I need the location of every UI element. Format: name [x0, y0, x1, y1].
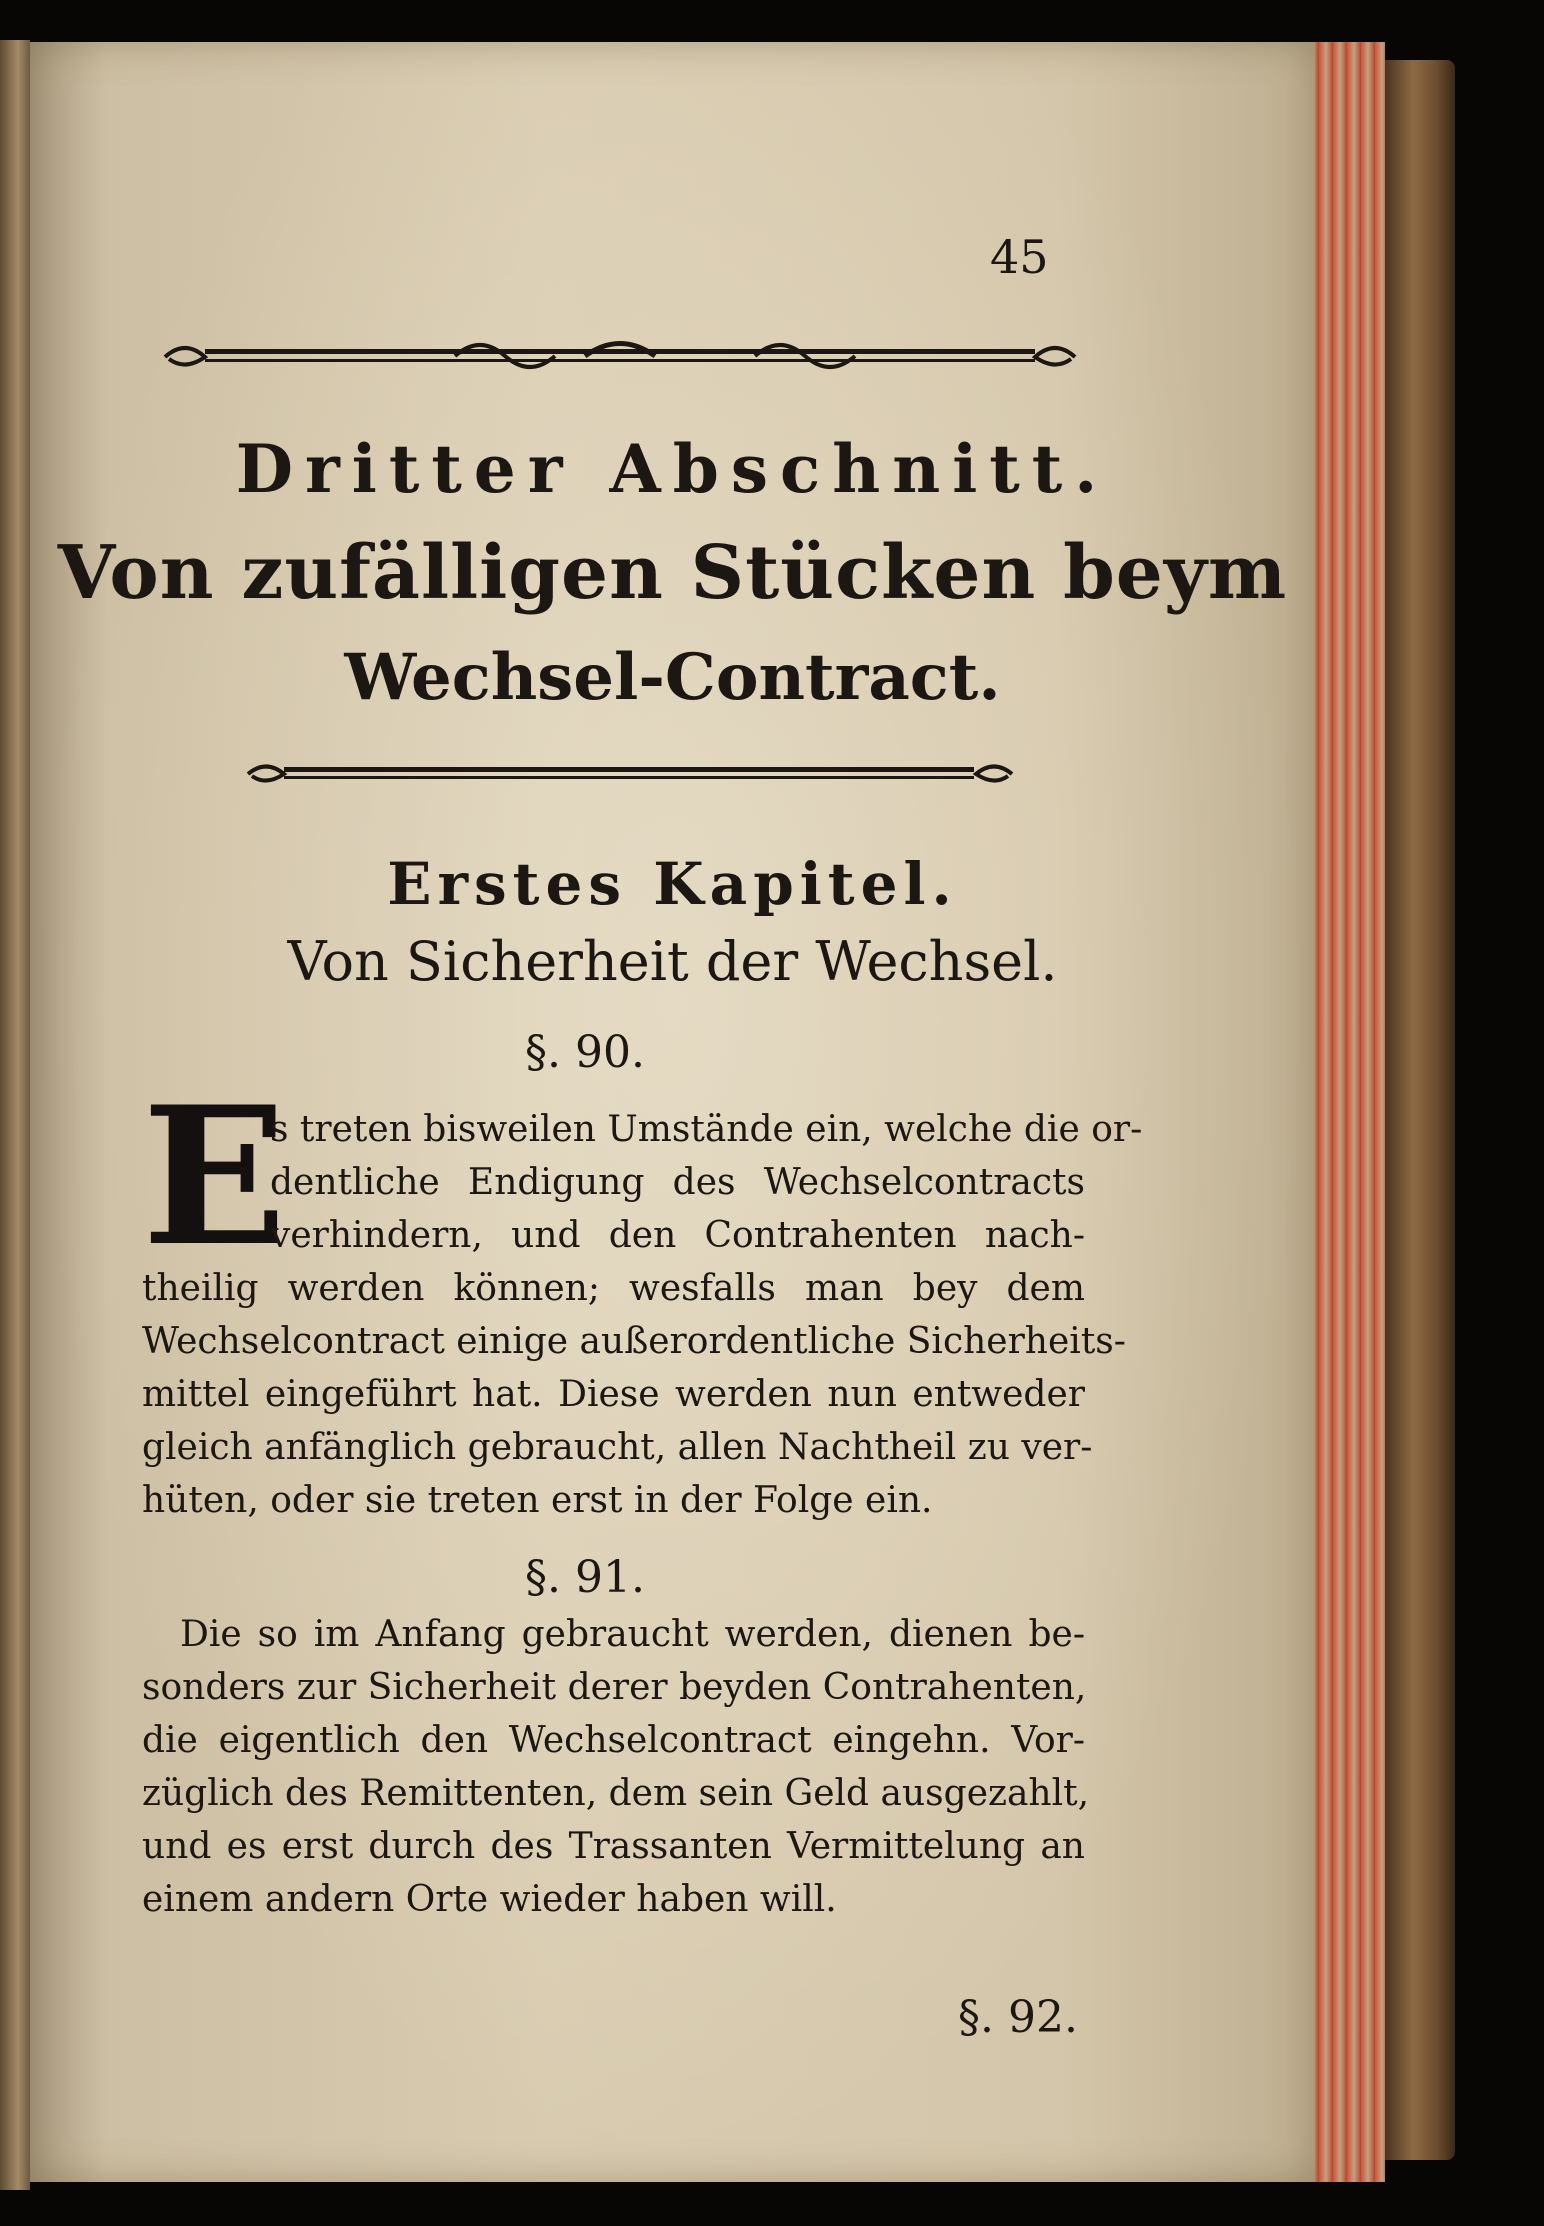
previous-page-edge	[0, 40, 30, 2190]
top-ornament-rule	[155, 332, 1085, 382]
page-number: 45	[990, 230, 1049, 284]
page-edges-red	[1305, 42, 1385, 2182]
text-line: und es erst durch des Trassanten Vermittelung an	[142, 1826, 1085, 1867]
text-line: Wechselcontract einige außerordentliche Sicherheits-	[142, 1321, 1126, 1362]
text-line: einem andern Orte wieder haben will.	[142, 1879, 837, 1920]
text-line: theilig werden können; wesfalls man bey dem	[142, 1268, 1085, 1309]
text-line: s treten bisweilen Umstände ein, welche die or-	[270, 1109, 1143, 1150]
text-line: Die so im Anfang gebraucht werden, dienen be-	[180, 1614, 1085, 1655]
section-subtitle-line-2: Wechsel-Contract.	[344, 640, 1001, 715]
book-cover-edge	[1385, 60, 1455, 2160]
chapter-subtitle: Von Sicherheit der Wechsel.	[287, 930, 1058, 993]
drop-cap-initial: E	[142, 1065, 287, 1288]
middle-ornament-rule	[240, 754, 1020, 794]
section-title: Dritter Abschnitt.	[235, 430, 1110, 508]
text-line: dentliche Endigung des Wechselcontracts	[270, 1162, 1085, 1203]
book-page	[30, 42, 1315, 2182]
catchword: §. 92.	[958, 1992, 1078, 2043]
chapter-title: Erstes Kapitel.	[387, 850, 958, 918]
text-line: züglich des Remittenten, dem sein Geld ausgezahlt,	[142, 1773, 1090, 1814]
section-subtitle-line-1: Von zufälligen Stücken beym	[57, 530, 1288, 616]
text-line: mittel eingeführt hat. Diese werden nun entweder	[142, 1374, 1085, 1415]
text-line: sonders zur Sicherheit derer beyden Contrahenten,	[142, 1667, 1087, 1708]
paragraph-number-91: §. 91.	[525, 1552, 645, 1603]
paragraph-number-90: §. 90.	[525, 1027, 645, 1078]
text-line: verhindern, und den Contrahenten nach-	[270, 1215, 1085, 1256]
text-line: hüten, oder sie treten erst in der Folge ein.	[142, 1480, 933, 1521]
text-line: die eigentlich den Wechselcontract eingehn. Vor-	[142, 1720, 1085, 1761]
text-line: gleich anfänglich gebraucht, allen Nachtheil zu ver-	[142, 1427, 1093, 1468]
